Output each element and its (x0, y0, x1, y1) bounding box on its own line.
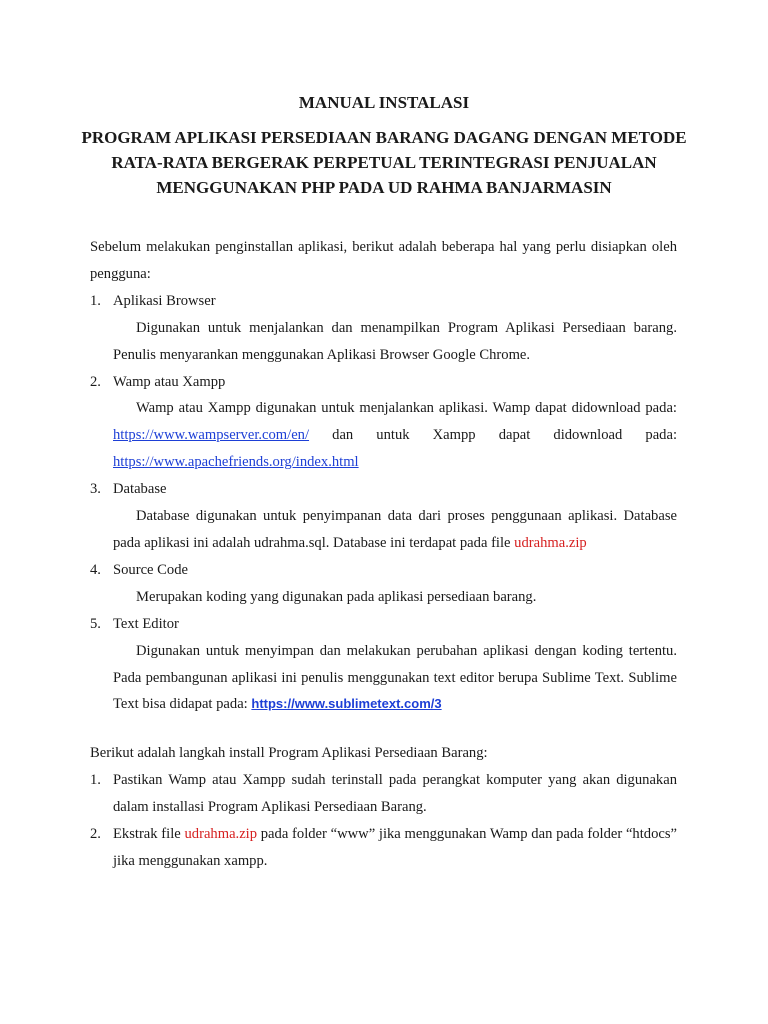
step-text-part: pada folder “www” jika menggunakan Wamp dan pada folder “htdocs” jika menggunakan xampp. (113, 826, 677, 869)
requirement-description (90, 638, 677, 719)
step-text: Pastikan Wamp atau Xampp sudah terinstall pada perangkat komputer yang akan digunakan dalam installasi Program Aplikasi Persediaan Barang. (113, 772, 677, 816)
requirement-label: Text Editor (113, 615, 179, 632)
list-number: 4. (90, 561, 101, 578)
list-number: 2. (90, 373, 101, 390)
requirement-description (90, 395, 677, 476)
list-number: 1. (90, 292, 101, 309)
requirement-label: Database (113, 481, 167, 498)
requirement-item-database (90, 476, 677, 503)
intro-paragraph: Sebelum melakukan penginstallan aplikasi, berikut adalah beberapa hal yang perlu disiapkan oleh pengguna: (90, 239, 677, 282)
description-text: Digunakan untuk menyimpan dan melakukan perubahan aplikasi dengan koding tertentu. Pada pembangunan aplikasi ini penulis menggunakan text editor berupa Sublime Text. Sublime Text bisa didapat pada: (113, 642, 677, 713)
requirement-item-text-editor (90, 611, 677, 638)
wampserver-link[interactable]: https://www.wampserver.com/en/ (113, 427, 310, 444)
install-step-1 (90, 767, 677, 821)
section-gap (90, 718, 677, 740)
requirement-item-server (90, 369, 677, 396)
requirement-description: Merupakan koding yang digunakan pada aplikasi persediaan barang. (136, 588, 537, 605)
document-title: MANUAL INSTALASI (298, 93, 470, 112)
description-text: Wamp atau Xampp digunakan untuk menjalankan aplikasi. Wamp dapat didownload pada: (136, 400, 677, 417)
document-body (90, 234, 677, 875)
description-text: Database digunakan untuk penyimpanan data dari proses penggunaan aplikasi. Database pada aplikasi ini adalah udrahma.sql. Database ini terdapat pada file (113, 508, 677, 551)
document-subtitle: PROGRAM APLIKASI PERSEDIAAN BARANG DAGANG DENGAN METODE RATA-RATA BERGERAK PERPETUAL TERINTEGRASI PENJUALAN MENGGUNAKAN PHP PADA UD RAHMA BANJARMASIN (81, 128, 687, 197)
file-name: udrahma.zip (514, 534, 587, 551)
step-text (113, 821, 677, 875)
file-name: udrahma.zip (184, 826, 258, 843)
steps-intro-paragraph: Berikut adalah langkah install Program Aplikasi Persediaan Barang: (90, 745, 488, 762)
step-text-part: Ekstrak file (113, 826, 185, 843)
requirement-label: Wamp atau Xampp (113, 373, 226, 390)
requirement-item-browser (90, 288, 677, 315)
list-number: 1. (90, 772, 101, 789)
description-text: dan untuk Xampp dapat didownload pada: (309, 427, 677, 444)
requirement-item-source-code (90, 557, 677, 584)
apachefriends-link[interactable]: https://www.apachefriends.org/index.html (113, 454, 359, 471)
requirement-label: Source Code (113, 561, 188, 578)
list-number: 5. (90, 615, 101, 632)
requirement-description (90, 503, 677, 557)
sublimetext-link[interactable]: https://www.sublimetext.com/3 (251, 696, 442, 712)
list-number: 3. (90, 481, 101, 498)
install-step-2 (90, 821, 677, 875)
requirement-description: Digunakan untuk menjalankan dan menampilkan Program Aplikasi Persediaan barang. Penulis menyarankan menggunakan Aplikasi Browser Google Chrome. (113, 319, 677, 363)
requirement-label: Aplikasi Browser (113, 292, 216, 309)
list-number: 2. (90, 826, 101, 843)
